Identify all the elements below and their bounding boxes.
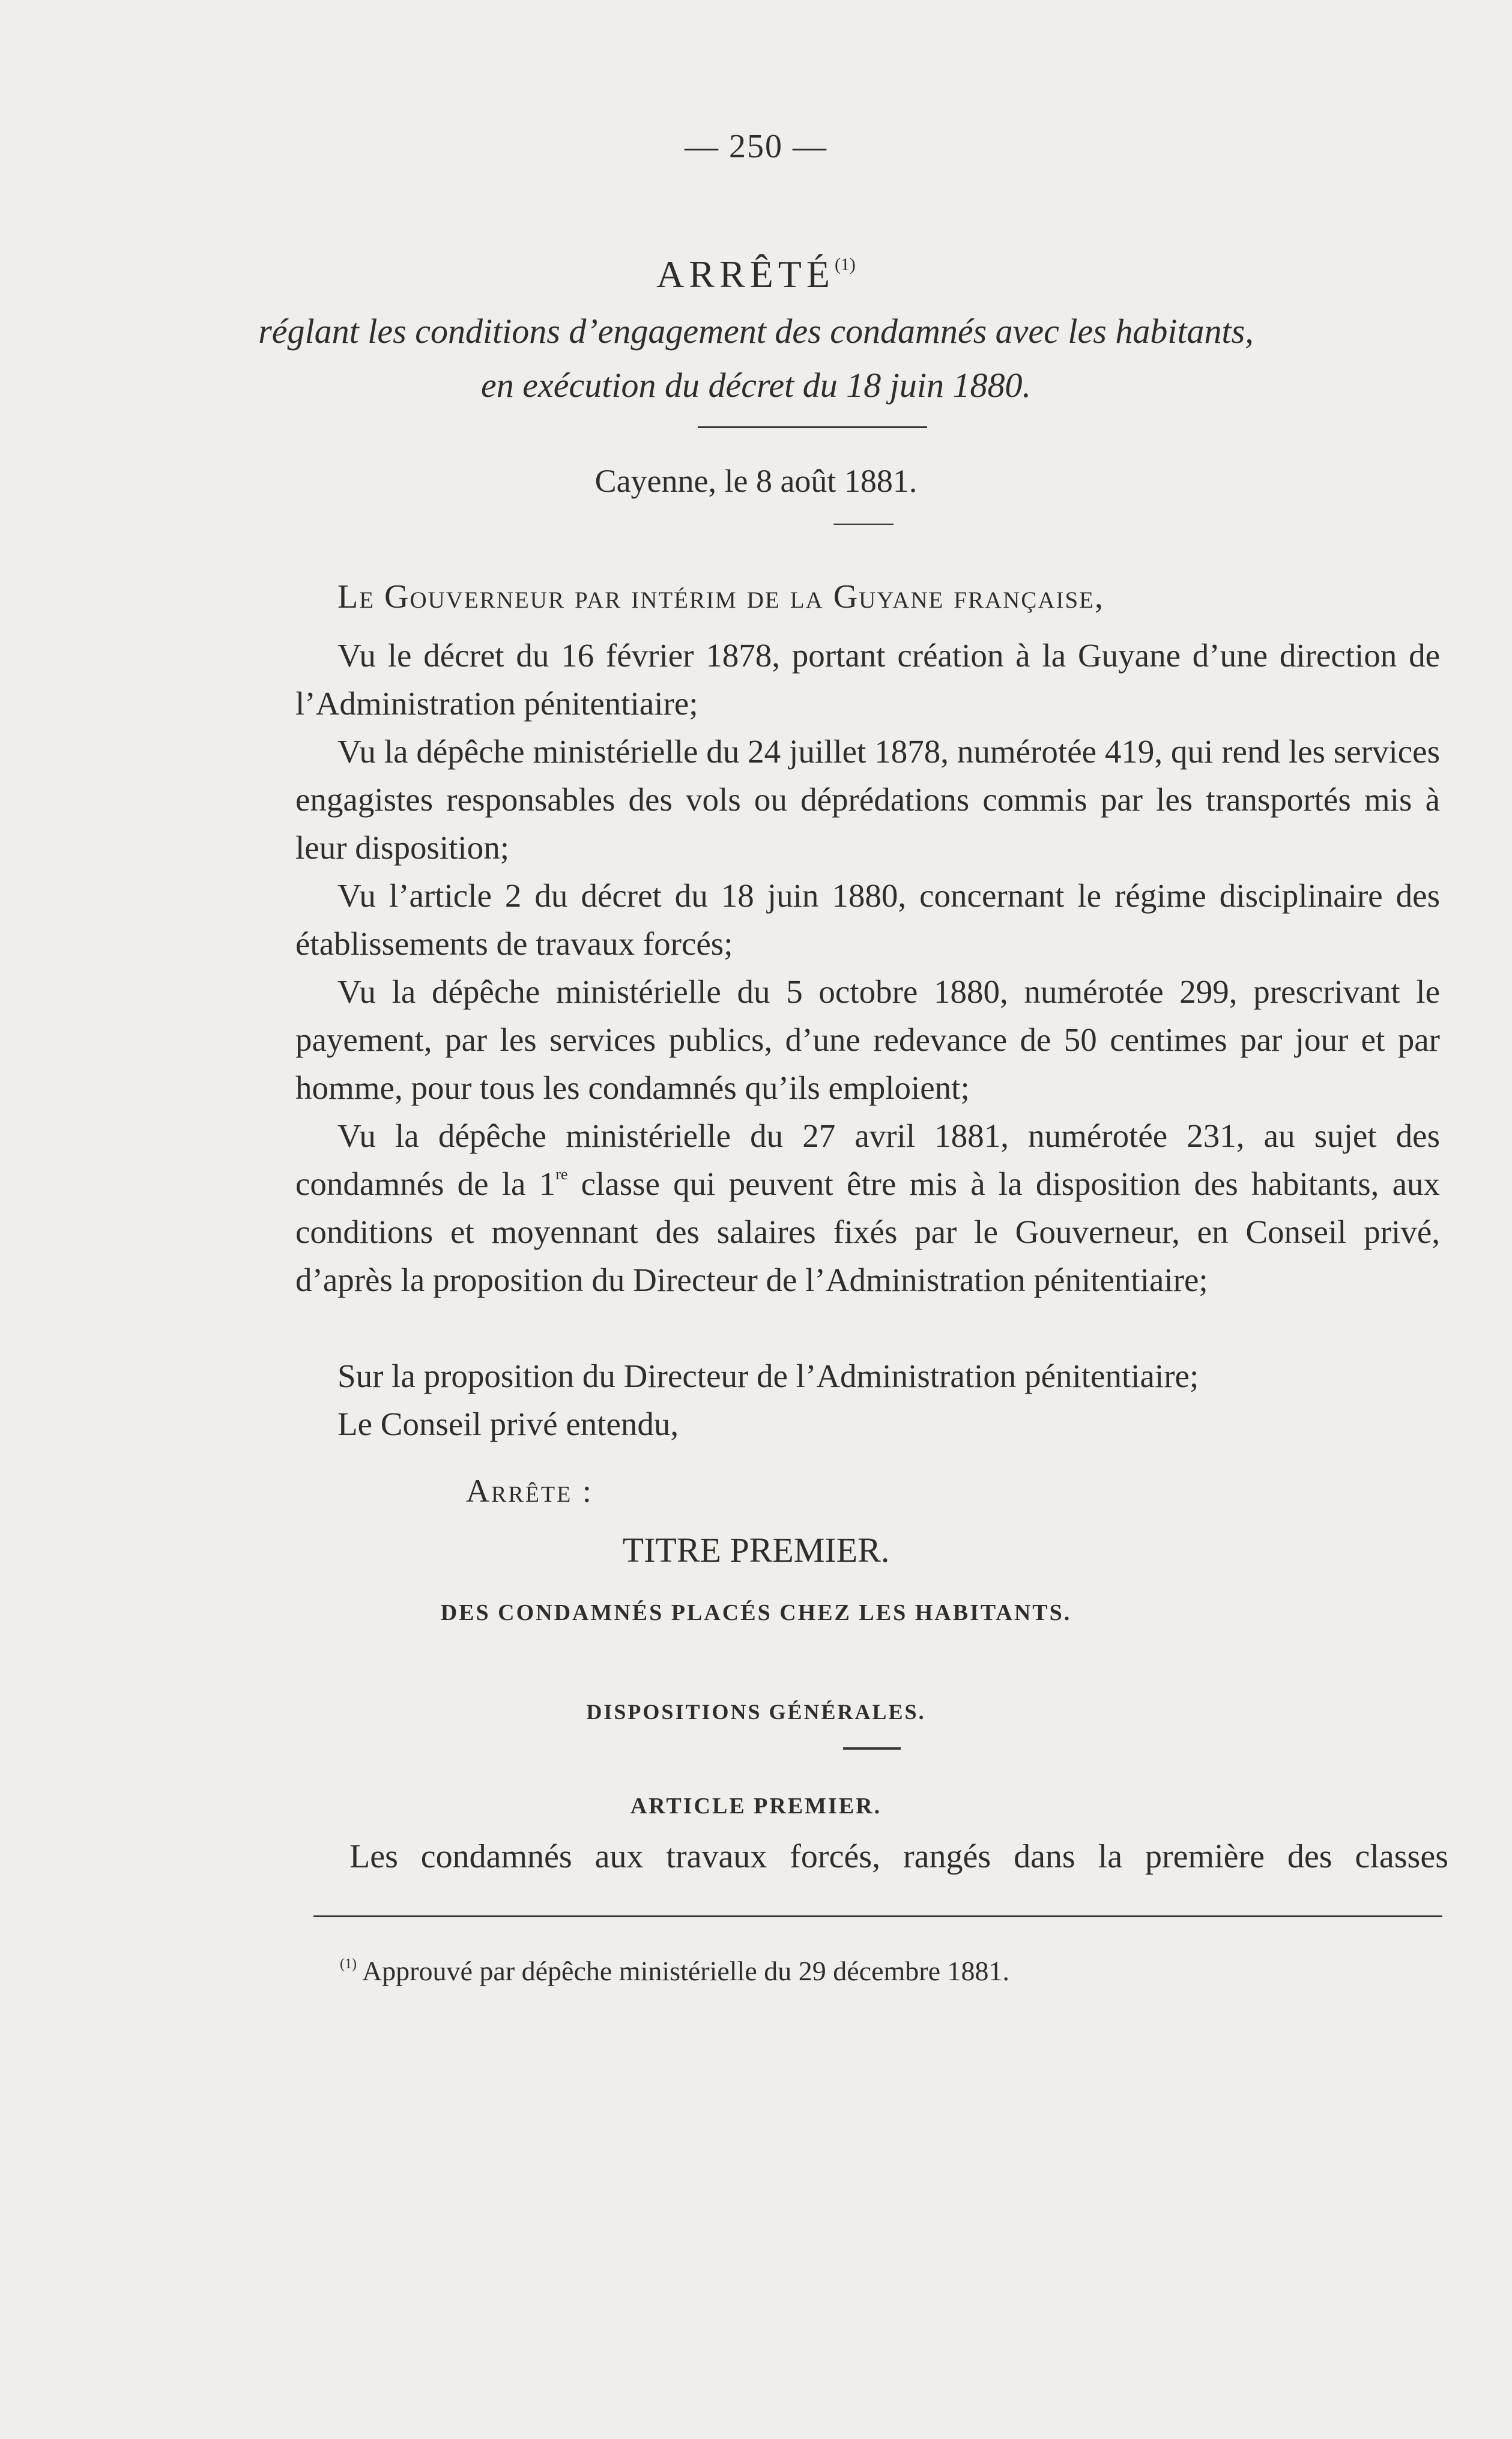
section-heading: DISPOSITIONS GÉNÉRALES. [586,1700,926,1724]
ordinal-superscript: re [555,1165,568,1183]
vu-paragraph-3: Vu l’article 2 du décret du 18 juin 1880, concernant le régime disciplinaire des établissements de travaux forcés; [295,877,1440,962]
conseil-paragraph: Le Conseil privé entendu, [337,1406,679,1442]
vu-paragraph-5 [295,1112,1440,1304]
page-number: — 250 — [685,128,827,165]
footnote-reference[interactable]: (1) [834,255,856,274]
vu-paragraph-4: Vu la dépêche ministérielle du 5 octobre 1880, numérotée 299, prescrivant le payement, par les services publics, d’une redevance de 50 centimes par jour et par homme, pour tous les condamnés qu’ils emploient; [295,973,1440,1106]
titre-heading: TITRE PREMIER. [622,1531,890,1570]
article-text: Les condamnés aux travaux forcés, rangés dans la première des classes [349,1838,1448,1875]
vu-paragraph-2: Vu la dépêche ministérielle du 24 juillet 1878, numérotée 419, qui rend les services engagistes responsables des vols ou déprédations commis par les transportés mis à leur disposition; [295,733,1440,866]
vu-paragraph-1: Vu le décret du 16 février 1878, portant création à la Guyane d’une direction de l’Administration pénitentiaire; [295,637,1440,722]
article-heading: ARTICLE PREMIER. [630,1794,882,1819]
gouverneur-heading: Le Gouverneur par intérim de la Guyane française, [337,578,1105,615]
subtitle-line-1: réglant les conditions d’engagement des condamnés avec les habitants, [258,312,1254,351]
footnote [340,1955,1009,1987]
title-text: ARRÊTÉ [656,253,835,295]
footnote-mark: (1) [340,1956,357,1972]
date-line: Cayenne, le 8 août 1881. [594,463,918,499]
sur-paragraph: Sur la proposition du Directeur de l’Administration pénitentiaire; [337,1358,1199,1394]
date-divider [833,524,894,525]
vu5-text-start: Vu la dépêche ministérielle du 27 avril 1881, numérotée 231, au sujet des condamnés de la 1 [295,1117,1440,1202]
titre-subheading: DES CONDAMNÉS PLACÉS CHEZ LES HABITANTS. [440,1600,1072,1625]
arrete-label: Arrête : [466,1473,593,1509]
subtitle-line-2: en exécution du décret du 18 juin 1880. [481,366,1031,405]
document-title [0,252,1512,297]
title-divider [698,426,927,428]
footnote-text: Approuvé par dépêche ministérielle du 29 décembre 1881. [361,1956,1010,1986]
section-divider [843,1747,901,1750]
vu5-text-end: classe qui peuvent être mis à la disposition des habitants, aux conditions et moyennant des salaires fixés par le Gouverneur, en Conseil privé, d’après la proposition du Directeur de l’Administration pénitentiaire; [295,1165,1440,1298]
footnote-rule [313,1915,1442,1917]
